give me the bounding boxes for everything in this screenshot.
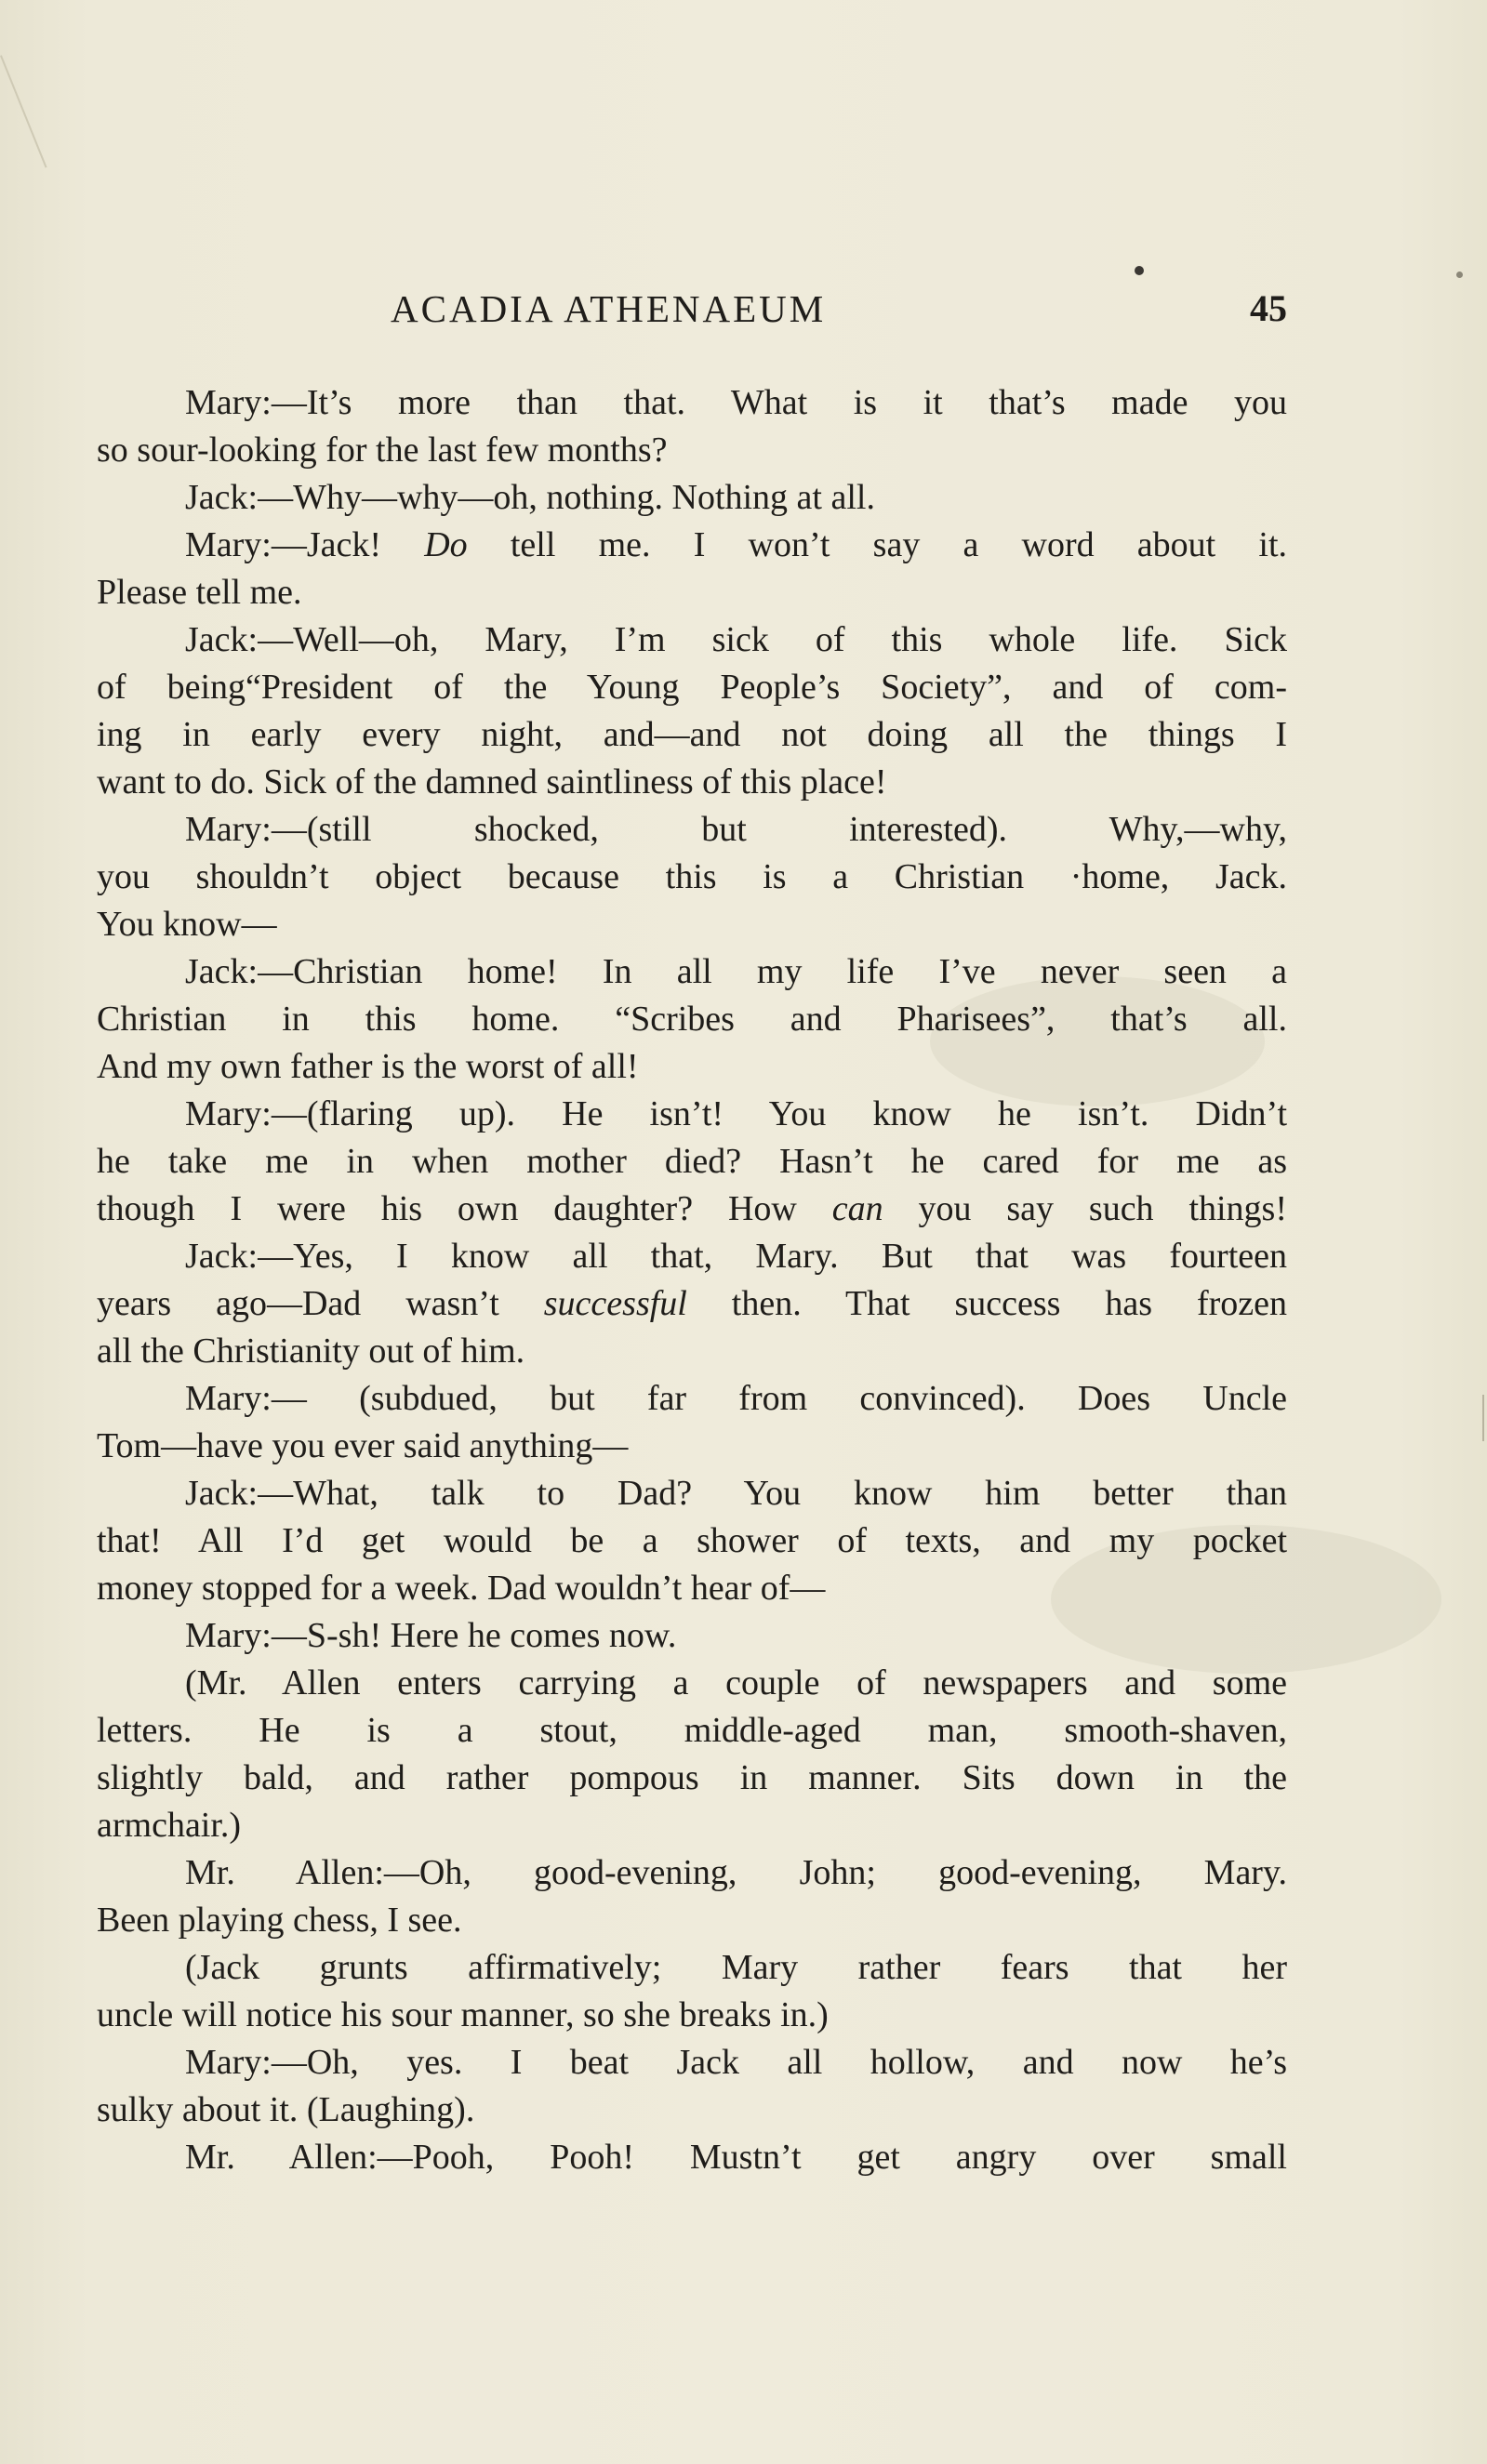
text-line: Mary:—(flaring up). He isn’t! You know he isn’t. Didn’t <box>185 1094 1287 1133</box>
running-title: ACADIA ATHENAEUM <box>391 287 827 330</box>
text-line: so sour-looking for the last few months? <box>97 431 668 470</box>
running-header <box>97 286 1287 342</box>
text-line: Mary:—Jack! Do tell me. I won’t say a word about it. <box>185 525 1288 564</box>
text-line: though I were his own daughter? How can you say such things! <box>97 1189 1288 1228</box>
text-line: ing in early every night, and—and not doing all the things I <box>97 715 1287 754</box>
text-line: (Jack grunts affirmatively; Mary rather fears that her <box>185 1948 1287 1987</box>
text-line: Mary:—It’s more than that. What is it that’s made you <box>185 383 1287 422</box>
text-line: You know— <box>97 905 277 944</box>
text-line: he take me in when mother died? Hasn’t he cared for me as <box>97 1142 1287 1181</box>
text-line: Jack:—Yes, I know all that, Mary. But that was fourteen <box>185 1237 1287 1276</box>
text-line: Mr. Allen:—Pooh, Pooh! Mustn’t get angry over small <box>185 2138 1287 2177</box>
emphasis: can <box>831 1189 883 1228</box>
text-line: slightly bald, and rather pompous in manner. Sits down in the <box>97 1758 1287 1797</box>
text-line: Jack:—Christian home! In all my life I’ve never seen a <box>185 952 1287 991</box>
text-line: sulky about it. (Laughing). <box>97 2090 475 2129</box>
text-line: Tom—have you ever said anything— <box>97 1426 629 1465</box>
text-line: uncle will notice his sour manner, so she breaks in.) <box>97 1995 829 2034</box>
text-line: that! All I’d get would be a shower of texts, and my pocket <box>97 1521 1287 1560</box>
text-line: all the Christianity out of him. <box>97 1331 525 1371</box>
text-line: money stopped for a week. Dad wouldn’t hear of— <box>97 1569 826 1608</box>
text-line: Mary:—Oh, yes. I beat Jack all hollow, and now he’s <box>185 2043 1287 2082</box>
text-line: Jack:—Well—oh, Mary, I’m sick of this whole life. Sick <box>185 620 1287 659</box>
ink-speck <box>1456 272 1463 278</box>
text-line: of being“President of the Young People’s Society”, and of com- <box>97 668 1287 707</box>
text-line: letters. He is a stout, middle-aged man, smooth-shaven, <box>97 1711 1287 1750</box>
page-edge-line <box>0 55 47 167</box>
text-line: want to do. Sick of the damned saintliness of this place! <box>97 762 887 801</box>
text-line: Mary:—(still shocked, but interested). Why,—why, <box>185 810 1287 849</box>
text-line: Mr. Allen:—Oh, good-evening, John; good-evening, Mary. <box>185 1853 1287 1892</box>
page-edge-mark <box>1482 1395 1484 1441</box>
text-line: Been playing chess, I see. <box>97 1901 462 1940</box>
ink-speck <box>1135 266 1144 275</box>
text-line: Please tell me. <box>97 573 302 612</box>
text-line: Christian in this home. “Scribes and Pharisees”, that’s all. <box>97 1000 1287 1039</box>
text-line: years ago—Dad wasn’t successful then. That success has frozen <box>97 1284 1288 1323</box>
text-line: Jack:—Why—why—oh, nothing. Nothing at all. <box>185 478 875 517</box>
text-line: (Mr. Allen enters carrying a couple of newspapers and some <box>185 1663 1287 1702</box>
emphasis: successful <box>543 1284 687 1323</box>
text-line: Jack:—What, talk to Dad? You know him better than <box>185 1474 1287 1513</box>
text-line: you shouldn’t object because this is a Christian ·home, Jack. <box>97 857 1287 896</box>
emphasis: Do <box>424 525 468 564</box>
page-number: 45 <box>1250 287 1287 329</box>
body-text <box>97 379 1287 2181</box>
text-line: And my own father is the worst of all! <box>97 1047 639 1086</box>
text-line: armchair.) <box>97 1806 242 1845</box>
text-line: Mary:— (subdued, but far from convinced). Does Uncle <box>185 1379 1287 1418</box>
text-line: Mary:—S-sh! Here he comes now. <box>185 1616 677 1655</box>
